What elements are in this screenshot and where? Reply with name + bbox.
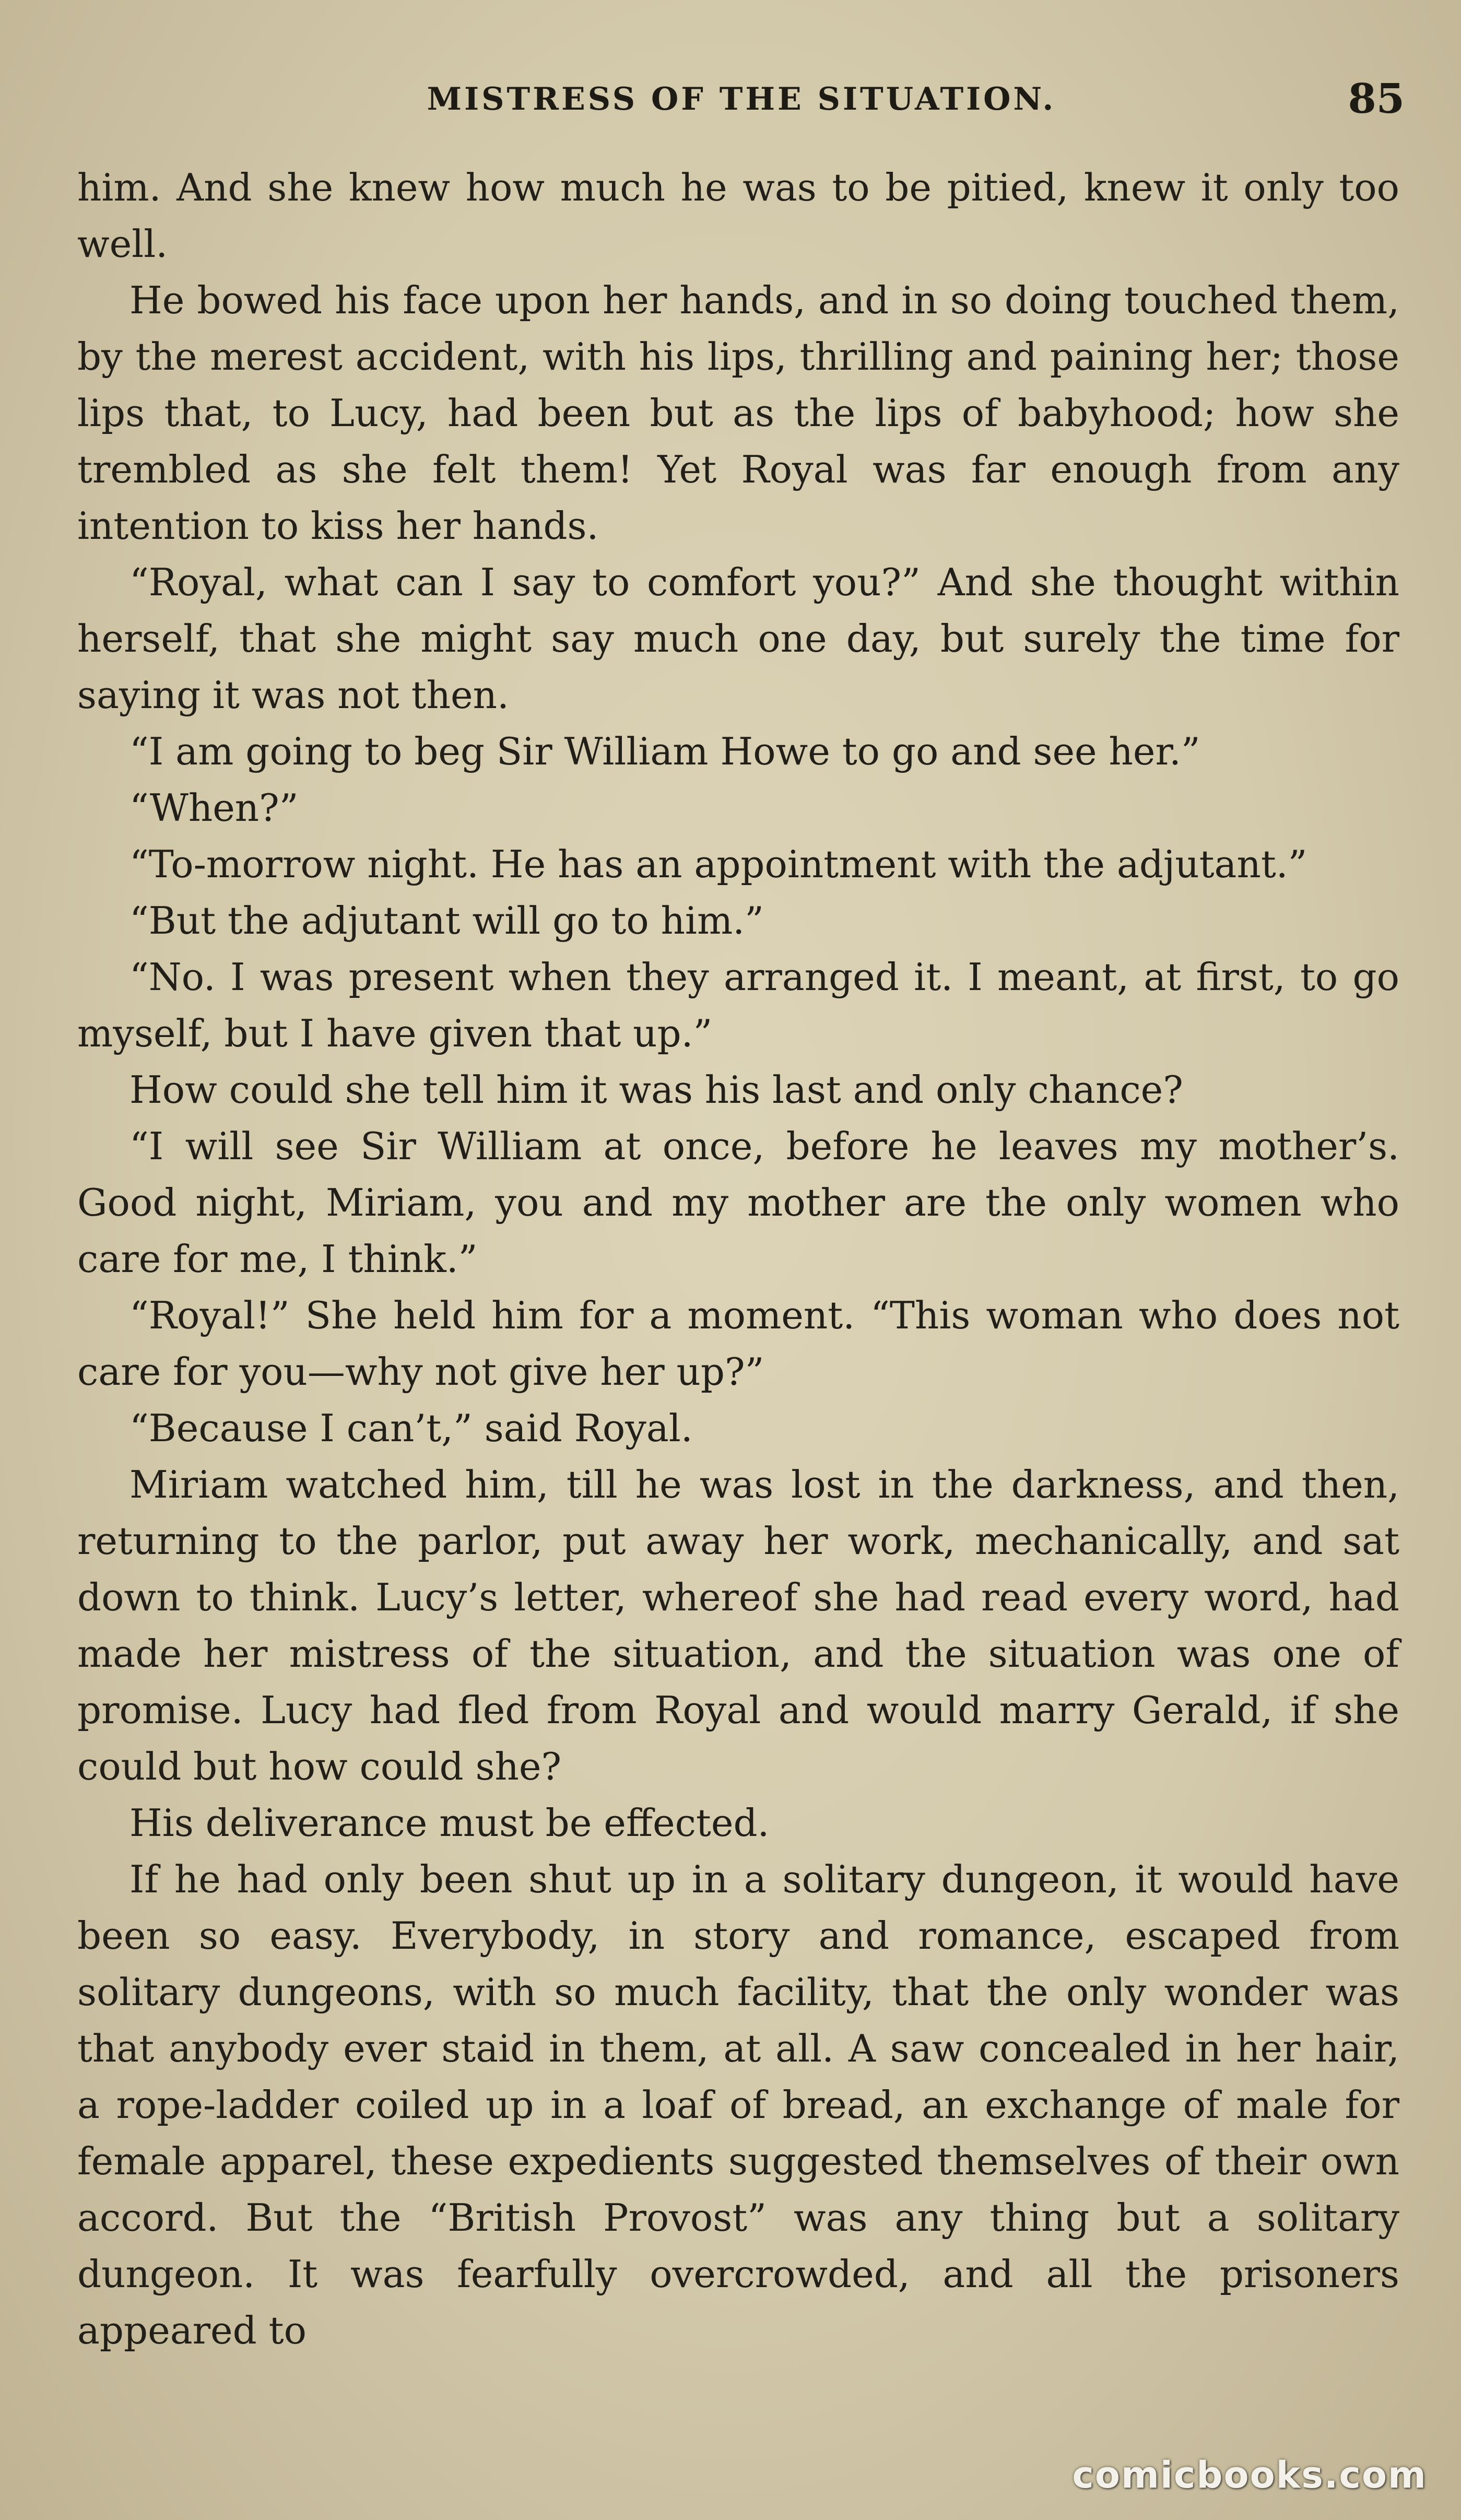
paragraph: His deliverance must be effected.	[129, 1801, 770, 1845]
paragraph: him. And she knew how much he was to be pitied, knew it only too well.	[77, 166, 1399, 266]
watermark: comicbooks.com	[1072, 2454, 1427, 2497]
paragraph: “Royal, what can I say to comfort you?” And she thought within herself, that she might say much one day, but surely the time for saying it was not then.	[77, 560, 1399, 717]
paragraph: “Royal!” She held him for a moment. “This woman who does not care for you—why not give her up?”	[77, 1293, 1399, 1394]
paragraph: “But the adjutant will go to him.”	[129, 899, 764, 943]
paragraph: If he had only been shut up in a solitary dungeon, it would have been so easy. Everybody, in story and romance, escaped from solitary dungeons, with so much facility, that the only wonder was that anybody ever staid in them, at all. A saw concealed in her hair, a rope-ladder coiled up in a loaf of bread, an exchange of male for female apparel, these expedients suggested themselves of their own accord. But the “British Provost” was any thing but a solitary dungeon. It was fearfully overcrowded, and all the prisoners appeared to	[77, 1857, 1399, 2352]
paragraph: “I will see Sir William at once, before he leaves my mother’s. Good night, Miriam, you and my mother are the only women who care for me, I think.”	[77, 1124, 1399, 1281]
paragraph: How could she tell him it was his last and only chance?	[129, 1068, 1183, 1112]
body-text	[77, 159, 1399, 2359]
paragraph: “When?”	[129, 786, 299, 830]
running-head: MISTRESS OF THE SITUATION.	[427, 81, 1056, 117]
paragraph: “No. I was present when they arranged it. I meant, at first, to go myself, but I have given that up.”	[77, 955, 1399, 1055]
page-header	[78, 70, 1405, 128]
paragraph: “Because I can’t,” said Royal.	[129, 1406, 693, 1450]
paragraph: “I am going to beg Sir William Howe to go and see her.”	[129, 729, 1200, 773]
paragraph: “To-morrow night. He has an appointment with the adjutant.”	[129, 842, 1307, 886]
page-number: 85	[1348, 75, 1405, 123]
paragraph: He bowed his face upon her hands, and in so doing touched them, by the merest accident, with his lips, thrilling and paining her; those lips that, to Lucy, had been but as the lips of babyhood; how she trembled as she felt them! Yet Royal was far enough from any intention to kiss her hands.	[77, 278, 1399, 548]
paragraph: Miriam watched him, till he was lost in the darkness, and then, returning to the parlor, put away her work, mechanically, and sat down to think. Lucy’s letter, whereof she had read every word, had made her mistress of the situation, and the situation was one of promise. Lucy had fled from Royal and would marry Gerald, if she could but how could she?	[77, 1463, 1399, 1788]
